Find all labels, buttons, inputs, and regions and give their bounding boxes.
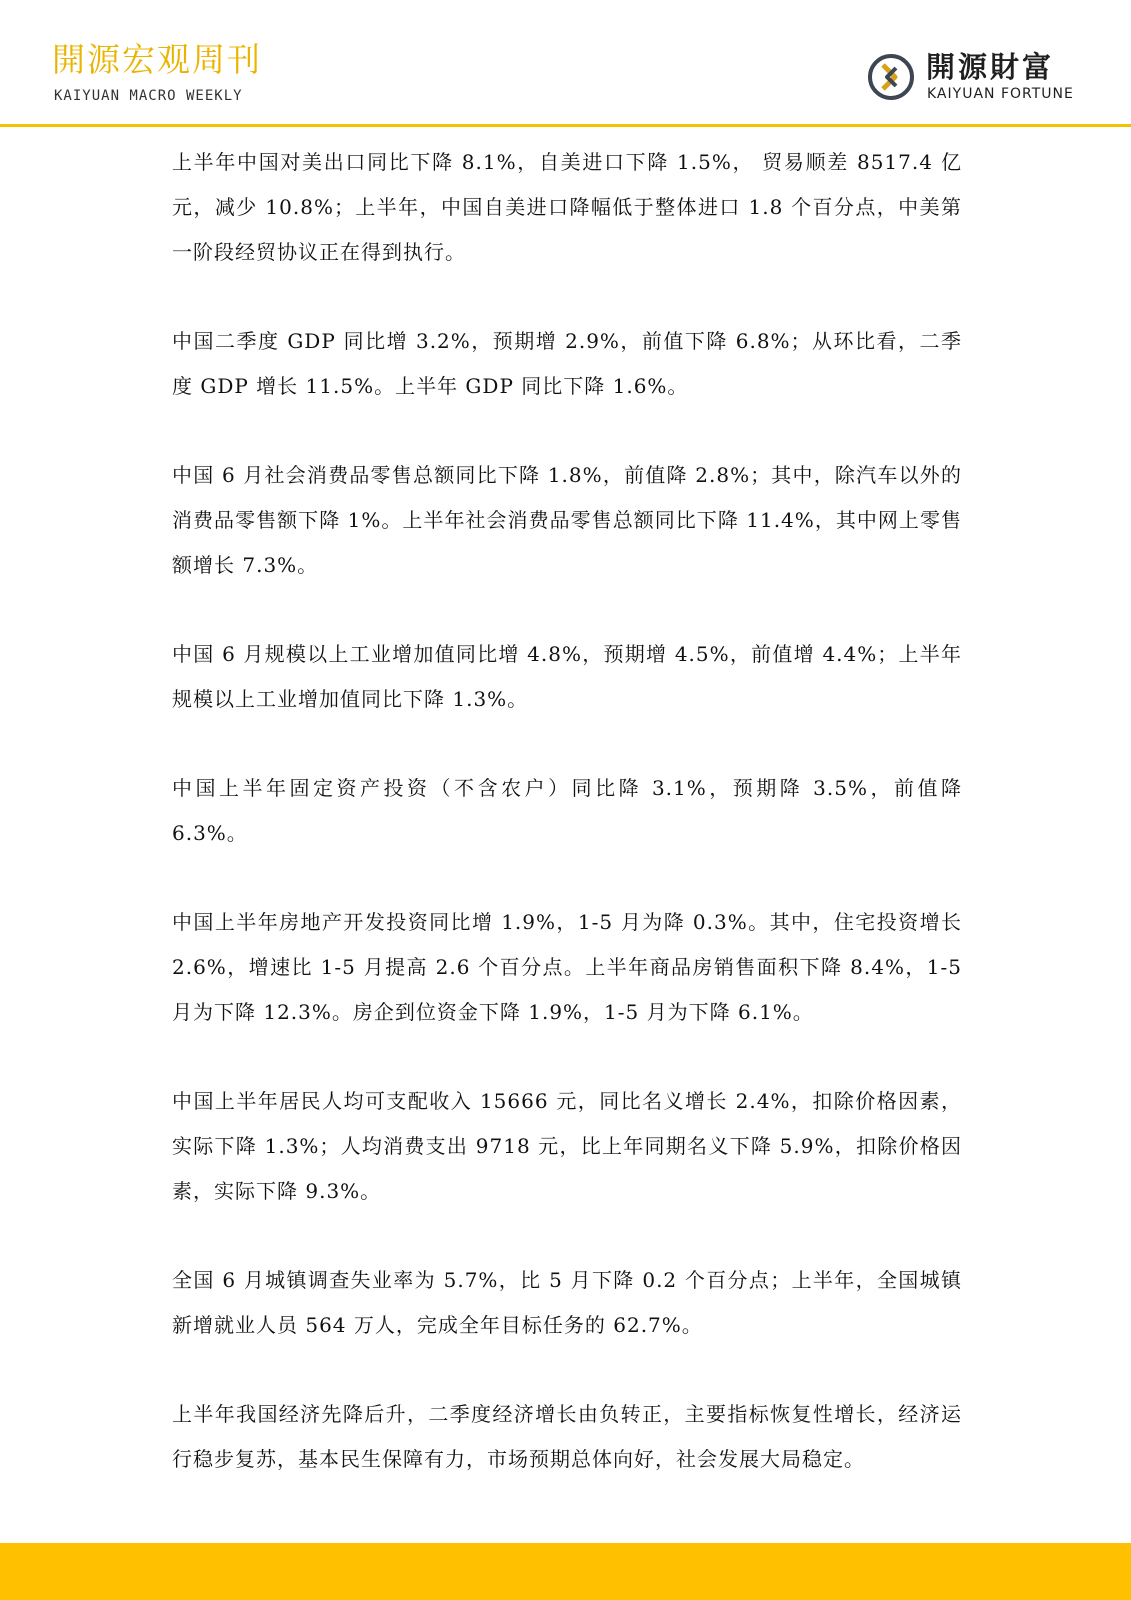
publication-title: 開源宏观周刊 xyxy=(52,40,262,79)
header-divider xyxy=(0,124,1131,127)
company-logo xyxy=(866,50,1086,110)
paragraph-real-estate: 中国上半年房地产开发投资同比增 1.9%，1-5 月为降 0.3%。其中，住宅投资增长 2.6%，增速比 1-5 月提高 2.6 个百分点。上半年商品房销售面积下降 8.4%，1-5 月为下降 12.3%。房企到位资金下降 1.9%，1-5 月为下降 6.1%。 xyxy=(172,910,962,1024)
logo-chinese-name: 開源財富 xyxy=(926,50,1055,84)
publication-subtitle: KAIYUAN MACRO WEEKLY xyxy=(54,88,243,104)
paragraph-fixed-asset-investment: 中国上半年固定资产投资（不含农户）同比降 3.1%，预期降 3.5%，前值降 6.3%。 xyxy=(172,776,962,845)
paragraph-industrial-output: 中国 6 月规模以上工业增加值同比增 4.8%，预期增 4.5%，前值增 4.4%；上半年规模以上工业增加值同比下降 1.3%。 xyxy=(172,642,962,711)
paragraph-retail-sales: 中国 6 月社会消费品零售总额同比下降 1.8%，前值降 2.8%；其中，除汽车以外的消费品零售额下降 1%。上半年社会消费品零售总额同比下降 11.4%，其中网上零售额增长 7.3%。 xyxy=(172,463,962,577)
paragraph-trade: 上半年中国对美出口同比下降 8.1%，自美进口下降 1.5%， 贸易顺差 8517.4 亿元，减少 10.8%；上半年，中国自美进口降幅低于整体进口 1.8 个百分点，中美第一阶段经贸协议正在得到执行。 xyxy=(172,150,962,264)
paragraph-employment: 全国 6 月城镇调查失业率为 5.7%，比 5 月下降 0.2 个百分点；上半年，全国城镇新增就业人员 564 万人，完成全年目标任务的 62.7%。 xyxy=(172,1268,962,1337)
page-header xyxy=(0,0,1131,128)
article-body xyxy=(172,140,962,1526)
paragraph-summary: 上半年我国经济先降后升，二季度经济增长由负转正，主要指标恢复性增长，经济运行稳步复苏，基本民生保障有力，市场预期总体向好，社会发展大局稳定。 xyxy=(172,1402,962,1471)
paragraph-gdp: 中国二季度 GDP 同比增 3.2%，预期增 2.9%，前值下降 6.8%；从环比看，二季度 GDP 增长 11.5%。上半年 GDP 同比下降 1.6%。 xyxy=(172,329,962,398)
logo-english-name: KAIYUAN FORTUNE xyxy=(927,86,1074,102)
kaiyuan-logo-icon xyxy=(866,52,916,102)
footer-band xyxy=(0,1543,1131,1600)
paragraph-income: 中国上半年居民人均可支配收入 15666 元，同比名义增长 2.4%，扣除价格因素，实际下降 1.3%；人均消费支出 9718 元，比上年同期名义下降 5.9%，扣除价格因素，实际下降 9.3%。 xyxy=(172,1089,962,1203)
